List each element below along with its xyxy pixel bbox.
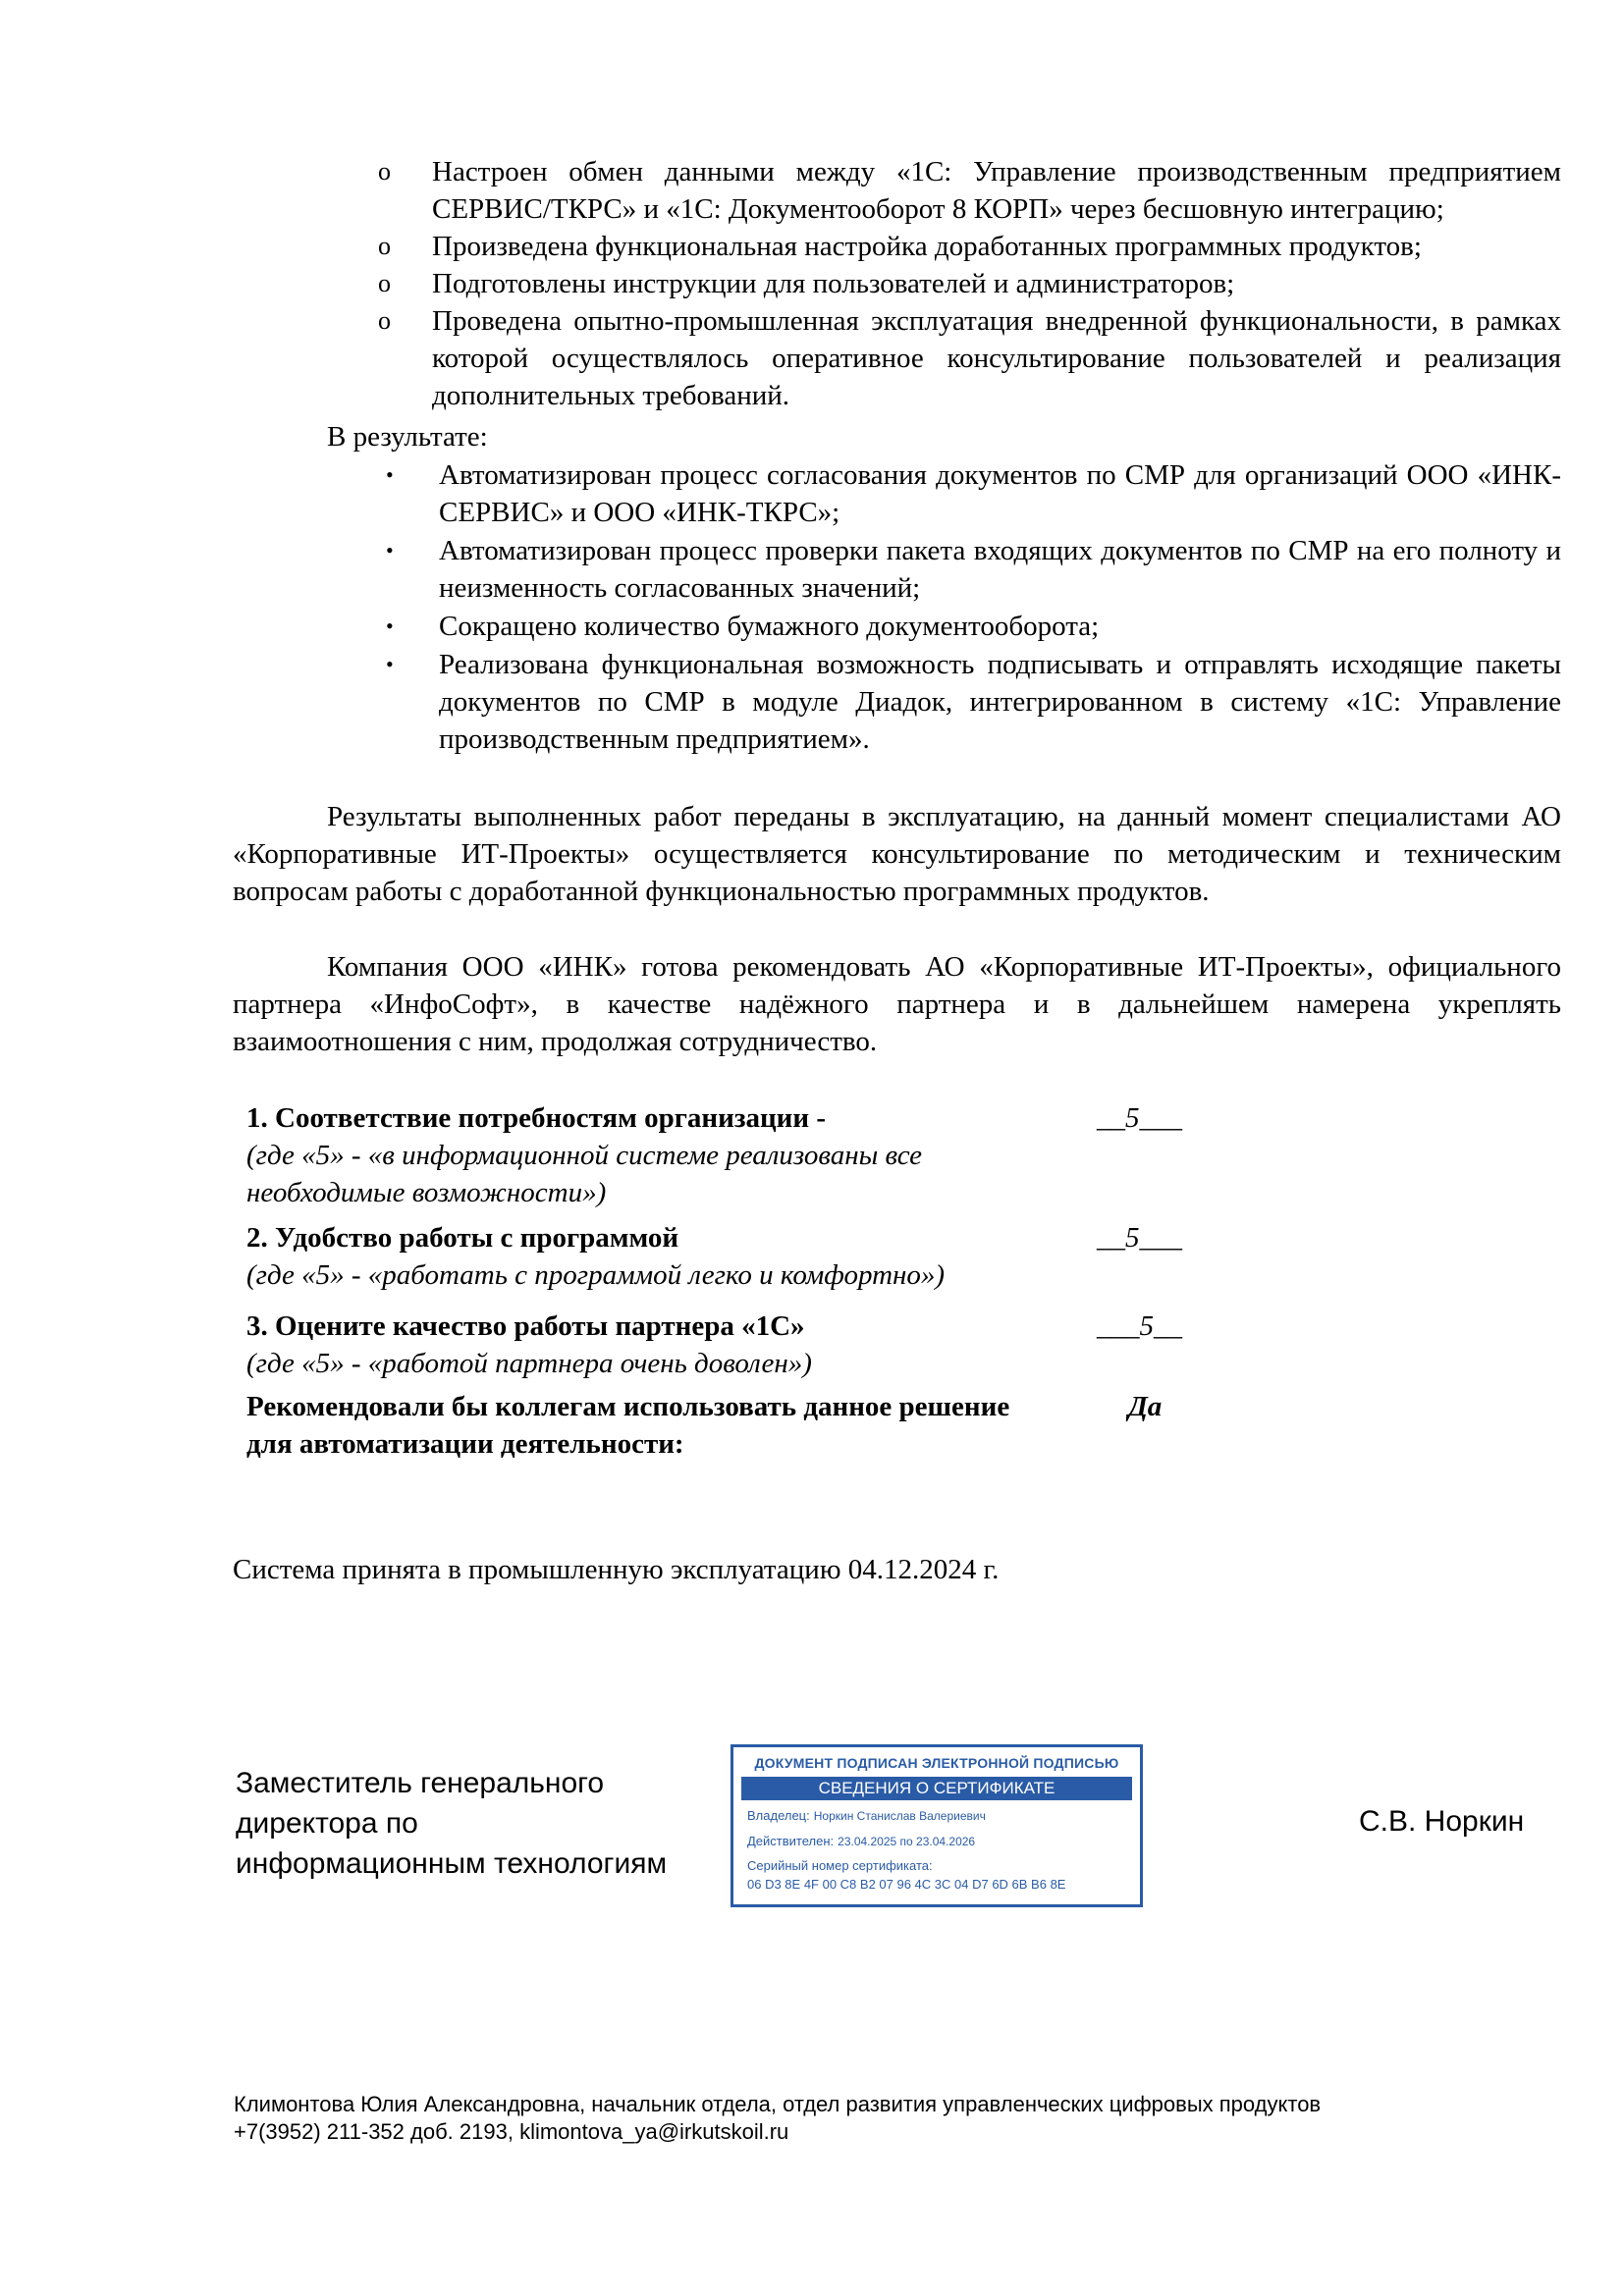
list-item: o Подготовлены инструкции для пользователей и администраторов;: [378, 265, 1561, 302]
stamp-serial: 06 D3 8E 4F 00 C8 B2 07 96 4C 3C 04 D7 6D 6B B6 8E: [747, 1877, 1066, 1892]
recommend-question: Рекомендовали бы коллегам использовать данное решение для автоматизации деятельности:: [246, 1391, 1010, 1460]
circle-bullet-icon: o: [378, 269, 391, 297]
bullet-dot-icon: •: [386, 538, 394, 562]
stamp-header: ДОКУМЕНТ ПОДПИСАН ЭЛЕКТРОННОЙ ПОДПИСЬЮ: [754, 1755, 1119, 1771]
recommend-answer: Да: [1128, 1391, 1163, 1422]
stamp-certificate-bar: СВЕДЕНИЯ О СЕРТИФИКАТЕ: [741, 1777, 1132, 1800]
rating-item: [246, 1099, 1228, 1211]
circle-bullet-icon: o: [378, 157, 391, 186]
list-item: • Реализована функциональная возможность подписывать и отправлять исходящие пакеты документов по СМР в модуле Диадок, интегрированном в систему «1С: Управление производственным предприятием».: [378, 646, 1561, 758]
results-label: В результате:: [327, 421, 488, 453]
signer-name: С.В. Норкин: [1359, 1805, 1525, 1838]
rating-question: 3. Оцените качество работы партнера «1С»: [246, 1310, 805, 1342]
rating-score: __5___: [1097, 1102, 1182, 1134]
bullet-dot-icon: •: [386, 614, 394, 638]
rating-item: [246, 1219, 1228, 1294]
list-item: • Автоматизирован процесс согласования документов по СМР для организаций ООО «ИНК-СЕРВИС» и ООО «ИНК-ТКРС»;: [378, 456, 1561, 531]
stamp-validity: Действителен: 23.04.2025 по 23.04.2026: [747, 1834, 976, 1848]
signer-title: Заместитель генерального директора по информационным технологиям: [236, 1767, 668, 1880]
results-paragraph: Результаты выполненных работ переданы в эксплуатацию, на данный момент специалистами АО «Корпоративные ИТ-Проекты» осуществляется консультирование по методическим и техническим вопросам работы с доработанной функциональностью программных продуктов.: [233, 801, 1561, 907]
recommendation-paragraph: Компания ООО «ИНК» готова рекомендовать АО «Корпоративные ИТ-Проекты», официального партнера «ИнфоСофт», в качестве надёжного партнера и в дальнейшем намерена укреплять взаимоотношения с ним, продолжая сотрудничество.: [233, 951, 1561, 1057]
list-item: o Проведена опытно-промышленная эксплуатация внедренной функциональности, в рамках которой осуществлялось оперативное консультирование пользователей и реализация дополнительных требований.: [378, 302, 1561, 414]
list-item: o Произведена функциональная настройка доработанных программных продуктов;: [378, 228, 1561, 265]
rating-score: __5___: [1097, 1222, 1182, 1254]
ratings-block: [246, 1099, 1228, 1463]
electronic-signature-stamp: [731, 1744, 1143, 1907]
stamp-owner: Владелец: Норкин Станислав Валериевич: [747, 1808, 986, 1823]
steps-list: [378, 153, 1561, 414]
list-item: • Автоматизирован процесс проверки пакета входящих документов по СМР на его полноту и неизменность согласованных значений;: [378, 532, 1561, 607]
list-item: • Сокращено количество бумажного документооборота;: [378, 608, 1561, 645]
circle-bullet-icon: o: [378, 306, 391, 335]
contact-footer: Климонтова Юлия Александровна, начальник отдела, отдел развития управленческих цифровых продуктов +7(3952) 211-352 доб. 2193, klimontova_ya@irkutskoil.ru: [234, 2092, 1322, 2144]
list-item: o Настроен обмен данными между «1С: Управление производственным предприятием СЕРВИС/ТКРС» и «1С: Документооборот 8 КОРП» через бесшовную интеграцию;: [378, 153, 1561, 228]
rating-hint: (где «5» - «в информационной системе реализованы все необходимые возможности»): [246, 1140, 923, 1208]
rating-score: ___5__: [1097, 1310, 1182, 1342]
results-list: [378, 456, 1561, 759]
circle-bullet-icon: o: [378, 232, 391, 260]
rating-hint: (где «5» - «работать с программой легко и комфортно»): [246, 1259, 946, 1291]
rating-item: [246, 1308, 1228, 1382]
acceptance-statement: Система принята в промышленную эксплуатацию 04.12.2024 г.: [233, 1554, 1000, 1585]
rating-question: 1. Соответствие потребностям организации -: [246, 1102, 827, 1134]
bullet-dot-icon: •: [386, 462, 394, 487]
rating-question: 2. Удобство работы с программой: [246, 1222, 679, 1254]
stamp-serial-label: Серийный номер сертификата:: [747, 1858, 933, 1873]
rating-hint: (где «5» - «работой партнера очень доволен»): [246, 1348, 812, 1379]
bullet-dot-icon: •: [386, 652, 394, 676]
recommend-item: [246, 1388, 1228, 1463]
